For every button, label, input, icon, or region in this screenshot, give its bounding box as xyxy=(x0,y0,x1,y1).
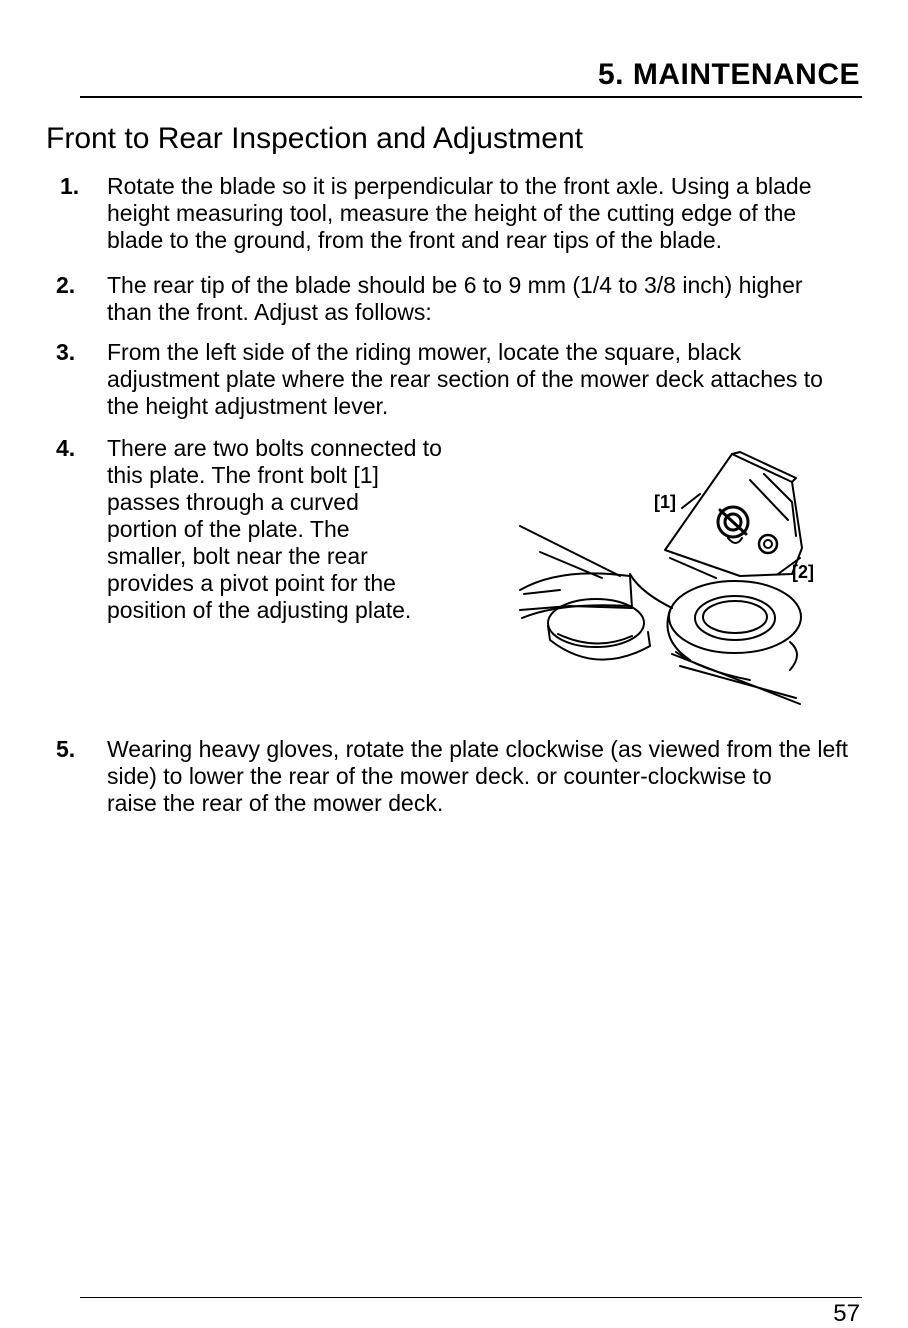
step-number: 5. xyxy=(56,736,76,762)
step-number: 2. xyxy=(56,272,76,298)
adjustment-plate-illustration xyxy=(500,440,830,710)
page-heading: Front to Rear Inspection and Adjustment xyxy=(46,122,583,155)
step-text: From the left side of the riding mower, locate the square, black adjustment plate where the rear section of the mower deck attaches to the height adjustment lever. xyxy=(107,339,823,419)
page-number: 57 xyxy=(833,1300,860,1327)
step-number: 3. xyxy=(56,339,76,365)
section-title: 5. MAINTENANCE xyxy=(597,58,860,91)
footer-rule xyxy=(80,1297,862,1298)
step-text: Wearing heavy gloves, rotate the plate clockwise (as viewed from the left side) to lower the rear of the mower deck. or counter-clockwise to raise the rear of the mower deck. xyxy=(107,736,849,816)
step-text: There are two bolts connected to this plate. The front bolt [1] passes through a curved portion of the plate. The smaller, bolt near the rear provides a pivot point for the position of the adjusting plate. xyxy=(107,435,442,623)
header-rule xyxy=(80,96,862,98)
step-text: The rear tip of the blade should be 6 to 9 mm (1/4 to 3/8 inch) higher than the front. Adjust as follows: xyxy=(107,272,803,325)
step-number: 1. xyxy=(60,173,80,199)
step-number: 4. xyxy=(56,435,76,461)
step-text: Rotate the blade so it is perpendicular to the front axle. Using a blade height measuring tool, measure the height of the cutting edge of the blade to the ground, from the front and rear tips of the blade. xyxy=(107,173,812,253)
callout-1-label: [1] xyxy=(654,492,676,512)
callout-2-label: [2] xyxy=(792,562,814,582)
